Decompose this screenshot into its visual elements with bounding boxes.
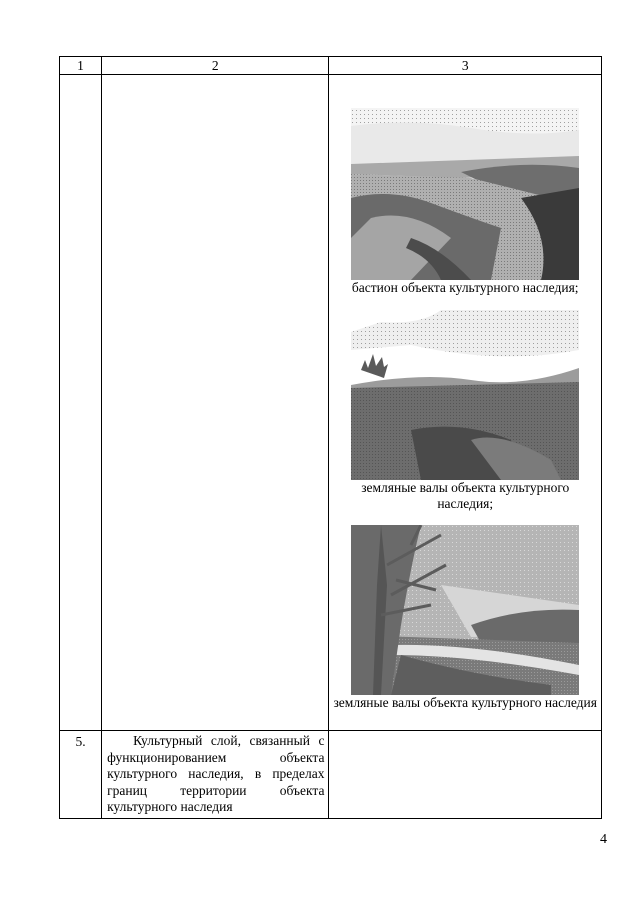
page-number: 4 bbox=[600, 832, 607, 847]
table-header-row bbox=[60, 57, 602, 75]
row-number-5: 5. bbox=[60, 731, 102, 819]
landscape-photo-bastion bbox=[351, 108, 579, 280]
landscape-photo-earth-ramparts bbox=[351, 310, 579, 480]
photo-block-bastion bbox=[329, 108, 601, 296]
photo-caption-ramparts-trees: земляные валы объекта культурного наследия bbox=[333, 695, 597, 710]
table-row-5 bbox=[60, 731, 602, 819]
header-col-3: 3 bbox=[329, 57, 602, 75]
header-col-1: 1 bbox=[60, 57, 102, 75]
photo-cell bbox=[329, 75, 602, 731]
photo-caption-bastion: бастион объекта культурного наследия; bbox=[351, 280, 579, 295]
header-col-2: 2 bbox=[102, 57, 329, 75]
description-cell-empty bbox=[102, 75, 329, 731]
document-table bbox=[59, 56, 602, 819]
photo-caption-ramparts: земляные валы объекта культурного наследия; bbox=[361, 480, 570, 511]
row-5-description-text: Культурный слой, связанный с функционированием объекта культурного наследия, в пределах границ территории объекта культурного наследия bbox=[107, 733, 325, 814]
photo-block-ramparts bbox=[329, 310, 601, 512]
row-5-description bbox=[102, 731, 329, 819]
photo-block-ramparts-trees bbox=[329, 525, 601, 711]
table-row-photos bbox=[60, 75, 602, 731]
row-5-col3 bbox=[329, 731, 602, 819]
landscape-photo-earth-ramparts-trees bbox=[351, 525, 579, 695]
row-number-cell-empty bbox=[60, 75, 102, 731]
